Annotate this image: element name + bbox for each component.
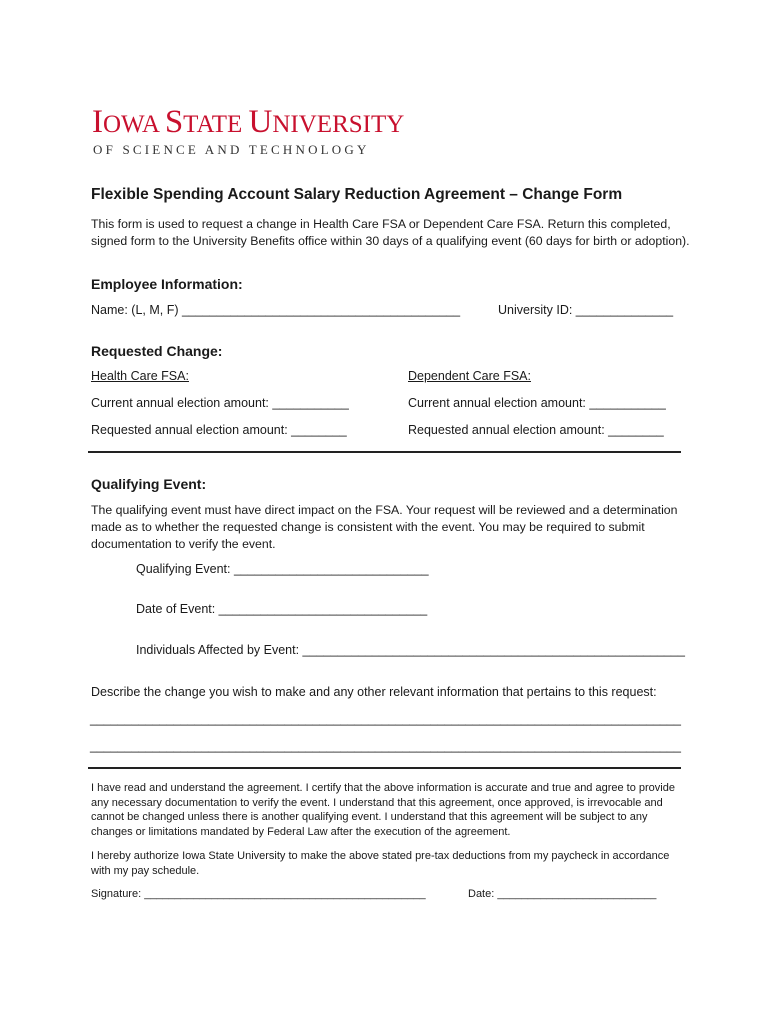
describe-line-1[interactable]: _____________________________________________________________________________________: [90, 712, 681, 726]
health-requested-amount-field[interactable]: Requested annual election amount: ________: [91, 423, 347, 437]
dependent-requested-amount-field[interactable]: Requested annual election amount: ________: [408, 423, 664, 437]
university-id-field[interactable]: University ID: ______________: [498, 303, 674, 317]
university-logo: IOWA STATE UNIVERSITY: [92, 104, 405, 140]
qualifying-event-intro: The qualifying event must have direct impact on the FSA. Your request will be reviewed and a determination made as to whether the requested change is consistent with the event. You may be required to submit documentation to verify the event.: [91, 503, 678, 551]
health-current-amount-field[interactable]: Current annual election amount: ___________: [91, 396, 349, 410]
name-field[interactable]: Name: (L, M, F) ________________________________________: [91, 303, 461, 317]
describe-line-2[interactable]: _____________________________________________________________________________________: [90, 739, 681, 753]
form-title: Flexible Spending Account Salary Reduction Agreement – Change Form: [91, 186, 623, 203]
requested-change-heading: Requested Change:: [91, 343, 223, 359]
section-divider: [88, 451, 681, 453]
employee-heading: Employee Information:: [91, 276, 243, 292]
dependent-current-amount-field[interactable]: Current annual election amount: ___________: [408, 396, 666, 410]
signature-date-field[interactable]: Date: __________________________: [468, 888, 657, 900]
individuals-affected-field[interactable]: Individuals Affected by Event: _______________________________________________________: [136, 643, 685, 657]
authorization-text: I hereby authorize Iowa State University to make the above stated pre-tax deductions from my paycheck in accordance with my pay schedule.: [91, 850, 670, 877]
qualifying-event-heading: Qualifying Event:: [91, 476, 207, 492]
logo-tagline: OF SCIENCE AND TECHNOLOGY: [93, 142, 370, 157]
health-care-fsa-label: Health Care FSA:: [91, 369, 189, 383]
signature-field[interactable]: Signature: ______________________________________________: [91, 888, 426, 900]
section-divider: [88, 767, 681, 769]
event-date-field[interactable]: Date of Event: ______________________________: [136, 602, 428, 616]
dependent-care-fsa-label: Dependent Care FSA:: [408, 369, 531, 383]
qualifying-event-field[interactable]: Qualifying Event: ____________________________: [136, 562, 429, 576]
describe-change-label: Describe the change you wish to make and any other relevant information that pertains to this request:: [91, 685, 657, 699]
certification-text: I have read and understand the agreement. I certify that the above information is accurate and true and agree to provide any necessary documentation to verify the event. I understand that this agreement, once approved, is irrevocable and cannot be changed unless there is another qualifying event. I understand that this agreement will be subject to any changes or limitations mandated by Federal Law after the execution of the agreement.: [91, 782, 675, 838]
form-intro: This form is used to request a change in Health Care FSA or Dependent Care FSA. Return this completed, signed form to the University Benefits office within 30 days of a qualifying event (60 days for birth or adoption).: [91, 217, 690, 248]
